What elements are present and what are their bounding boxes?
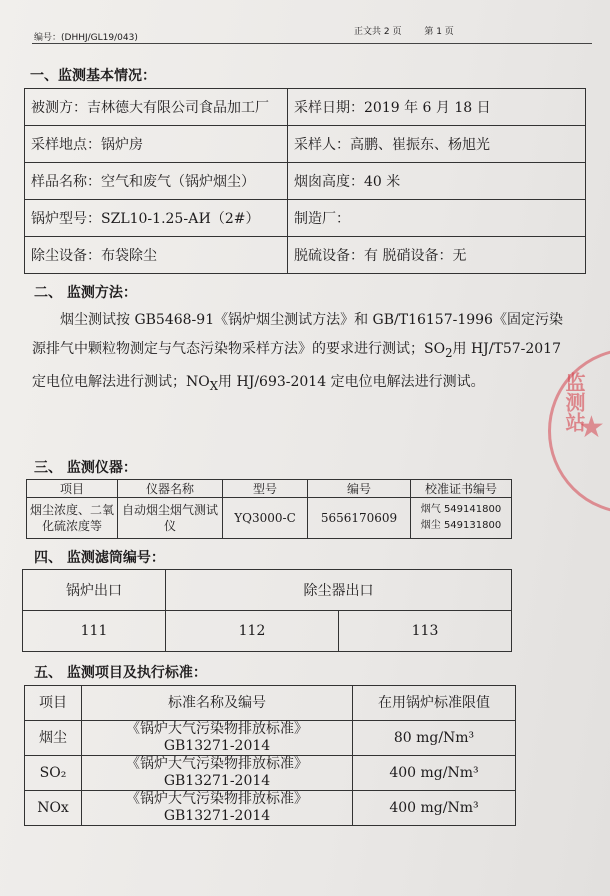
item-cell: NOx [25, 791, 82, 826]
total-pages: 正文共 2 页 [354, 27, 402, 37]
table-row [23, 611, 512, 652]
section5-title: 五、 监测项目及执行标准： [34, 665, 207, 681]
col-header: 项目 [27, 480, 118, 498]
table-cell: 脱硫设备：有 脱硝设备：无 [288, 237, 586, 274]
table-cell: 被测方：吉林德大有限公司食品加工厂 [25, 89, 288, 126]
section3-title: 三、 监测仪器： [34, 460, 137, 476]
serial-cell: 5656170609 [308, 498, 411, 539]
section1-title: 一、监测基本情况： [30, 68, 156, 84]
limit-cell: 80 mg/Nm³ [353, 721, 516, 756]
item-cell: 烟尘 [25, 721, 82, 756]
table-header-row [23, 570, 512, 611]
table-cell: 制造厂： [288, 200, 586, 237]
cert-gas: 烟气 549141800 [420, 504, 502, 515]
item-cell: SO₂ [25, 756, 82, 791]
standards-table [24, 685, 516, 826]
col-header: 锅炉出口 [23, 570, 166, 611]
cert-dust: 烟尘 549131800 [420, 520, 502, 531]
table-row [25, 756, 516, 791]
seal-star-icon: ★ [578, 410, 605, 445]
col-header: 校准证书编号 [411, 480, 512, 498]
table-row [25, 163, 586, 200]
col-header: 除尘器出口 [166, 570, 512, 611]
limit-cell: 400 mg/Nm³ [353, 756, 516, 791]
cert-cell [411, 498, 512, 539]
table-row [25, 791, 516, 826]
item-cell: 烟尘浓度、二氧化硫浓度等 [27, 498, 118, 539]
document-number: 编号：(DHHJ/GL19/043) [34, 33, 138, 43]
method-paragraph: 烟尘测试按 GB5468-91《锅炉烟尘测试方法》和 GB/T16157-1996《固定污染源排气中颗粒物测定与气态污染物采样方法》的要求进行测试；$SO_2$用 HJ/T57-2017 定电位电解法进行测试；$NO_X$用 HJ/693-2014 定电位电解法进行测试。 [32, 312, 563, 393]
table-cell: 采样人：高鹏、崔振东、杨旭光 [288, 126, 586, 163]
col-header: 编号 [308, 480, 411, 498]
limit-cell: 400 mg/Nm³ [353, 791, 516, 826]
method-text-2: 用 HJ/T57-2017 定电位电解法进行测试；NO [32, 341, 561, 390]
so2-label: SO [424, 341, 446, 357]
standard-cell: 《锅炉大气污染物排放标准》 GB13271-2014 [82, 756, 353, 791]
table-row [25, 237, 586, 274]
table-cell: 烟囱高度：40 米 [288, 163, 586, 200]
header-rule [32, 43, 592, 44]
table-cell: 111 [23, 611, 166, 652]
table-row [25, 89, 586, 126]
col-header: 标准名称及编号 [82, 686, 353, 721]
section4-title: 四、 监测滤筒编号： [34, 550, 165, 566]
section2-title: 二、 监测方法： [34, 285, 137, 301]
standard-cell: 《锅炉大气污染物排放标准》 GB13271-2014 [82, 791, 353, 826]
page-info [354, 24, 474, 37]
model-cell: YQ3000-C [223, 498, 308, 539]
method-text-1: 烟尘测试按 GB5468-91《锅炉烟尘测试方法》和 GB/T16157-1996《固定污染源排气中颗粒物测定与气态污染物采样方法》的要求进行测试； [32, 312, 563, 357]
table-row [25, 721, 516, 756]
instrument-table [26, 479, 512, 539]
col-header: 项目 [25, 686, 82, 721]
table-cell: 113 [339, 611, 512, 652]
table-cell: 112 [166, 611, 339, 652]
table-cell: 除尘设备：布袋除尘 [25, 237, 288, 274]
table-header-row [25, 686, 516, 721]
col-header: 型号 [223, 480, 308, 498]
method-text-3: 用 HJ/693-2014 定电位电解法进行测试。 [218, 373, 485, 390]
page-number: 第 1 页 [424, 27, 454, 37]
table-cell: 采样地点：锅炉房 [25, 126, 288, 163]
table-row [27, 498, 512, 539]
standard-cell: 《锅炉大气污染物排放标准》 GB13271-2014 [82, 721, 353, 756]
table-cell: 锅炉型号：SZL10-1.25-АИ（2#） [25, 200, 288, 237]
table-cell: 样品名称：空气和废气（锅炉烟尘） [25, 163, 288, 200]
basic-info-table [24, 88, 586, 274]
instrument-cell: 自动烟尘烟气测试仪 [118, 498, 223, 539]
col-header: 仪器名称 [118, 480, 223, 498]
table-header-row [27, 480, 512, 498]
table-cell: 采样日期：2019 年 6 月 18 日 [288, 89, 586, 126]
table-row [25, 126, 586, 163]
col-header: 在用锅炉标准限值 [353, 686, 516, 721]
filter-table [22, 569, 512, 652]
table-row [25, 200, 586, 237]
seal-text: 监测站 [562, 372, 586, 432]
